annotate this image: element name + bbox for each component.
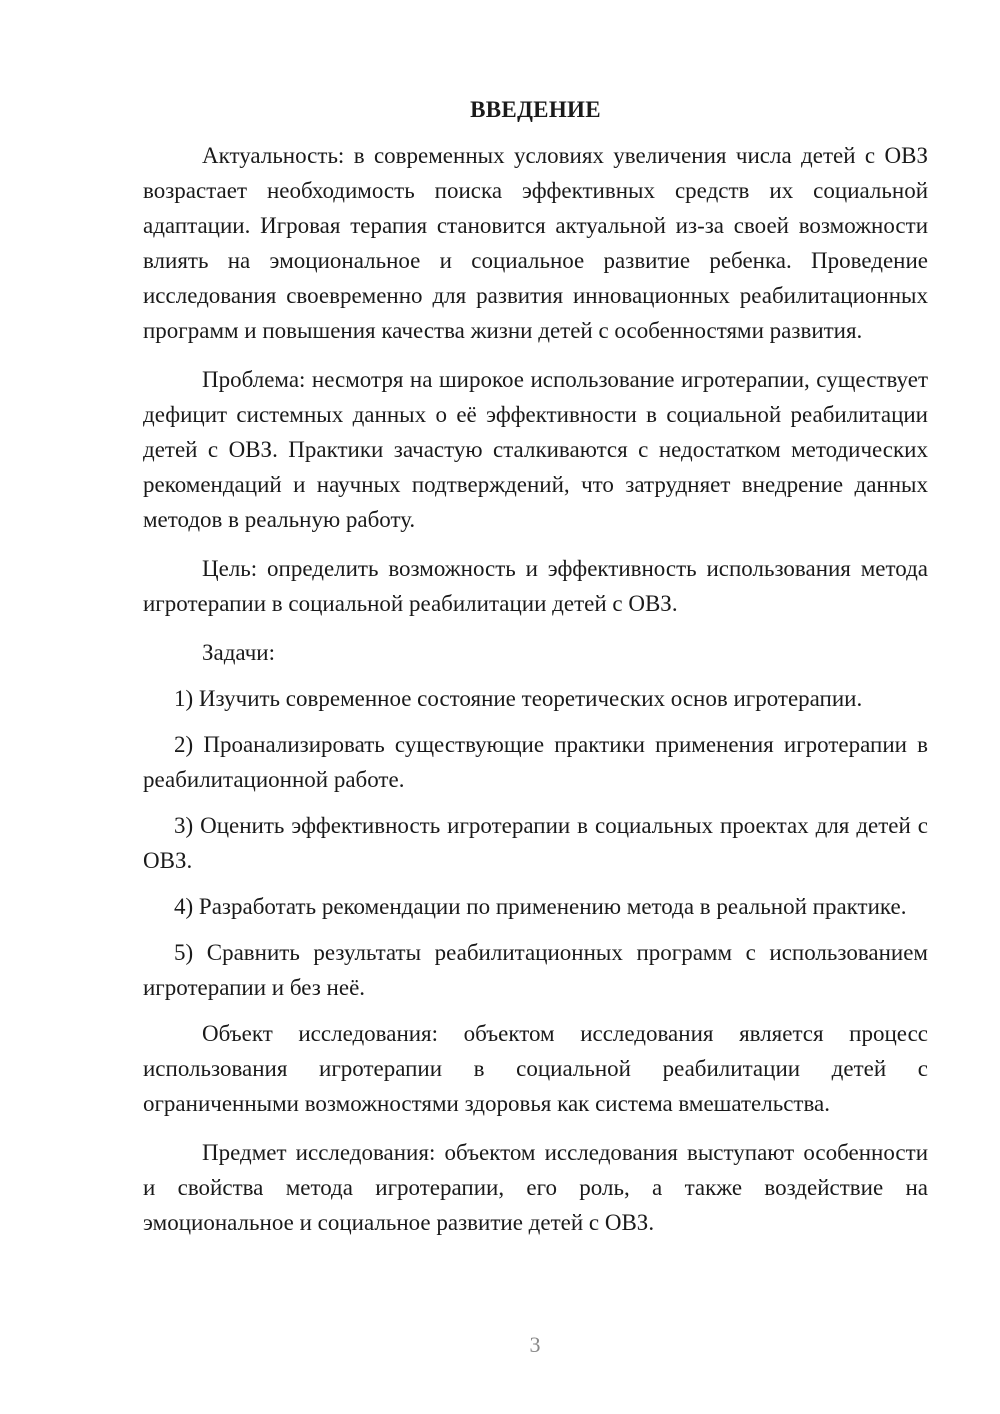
task-item-5: 5) Сравнить результаты реабилитационных программ с использованием игротерапии и без неё. [143,940,928,1000]
paragraph-relevance: Актуальность: в современных условиях увеличения числа детей с ОВЗ возрастает необходимость поиска эффективных средств их социальной адаптации. Игровая терапия становится актуальной из-за своей возможности влиять на эмоциональное и социальное развитие ребенка. Проведение исследования своевременно для развития инновационных реабилитационных программ и повышения качества жизни детей с особенностями развития. [143,143,928,343]
tasks-label: Задачи: [202,640,275,665]
paragraph-goal: Цель: определить возможность и эффективность использования метода игротерапии в социальной реабилитации детей с ОВЗ. [143,556,928,616]
page-number: 3 [529,1332,541,1357]
task-item-1: 1) Изучить современное состояние теоретических основ игротерапии. [174,686,863,711]
page-title: ВВЕДЕНИЕ [470,97,601,122]
task-item-3: 3) Оценить эффективность игротерапии в социальных проектах для детей с ОВЗ. [143,813,928,873]
task-item-4: 4) Разработать рекомендации по применению метода в реальной практике. [174,894,907,919]
paragraph-subject: Предмет исследования: объектом исследования выступают особенности и свойства метода игротерапии, его роль, а также воздействие на эмоциональное и социальное развитие детей с ОВЗ. [143,1140,928,1235]
task-item-2: 2) Проанализировать существующие практики применения игротерапии в реабилитационной работе. [143,732,928,792]
paragraph-problem: Проблема: несмотря на широкое использование игротерапии, существует дефицит системных данных о её эффективности в социальной реабилитации детей с ОВЗ. Практики зачастую сталкиваются с недостатком методических рекомендаций и научных подтверждений, что затрудняет внедрение данных методов в реальную работу. [143,367,928,532]
paragraph-object: Объект исследования: объектом исследования является процесс использования игротерапии в социальной реабилитации детей с ограниченными возможностями здоровья как система вмешательства. [143,1021,928,1116]
page-content [143,92,928,1254]
